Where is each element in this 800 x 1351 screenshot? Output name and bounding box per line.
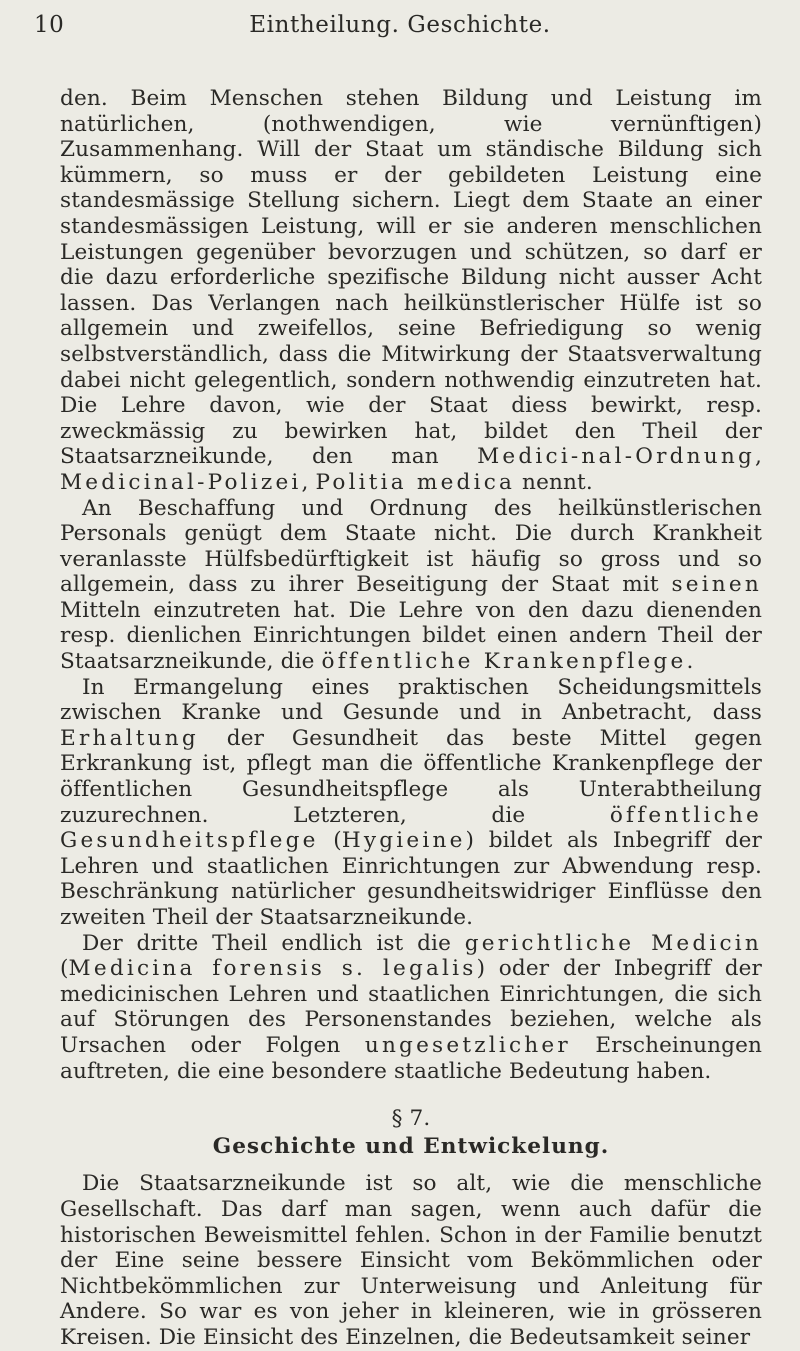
spaced-term: Medicinal-Polizei xyxy=(60,469,302,495)
paragraph-hygieine: In Ermangelung eines praktischen Scheidungsmittels zwischen Kranke und Gesunde und in Anbetracht, dass Erhaltung der Gesundheit das beste Mittel gegen Erkrankung ist, pflegt man die öffentliche Krankenpflege der öffentlichen Gesundheitspflege als Unterabtheilung zuzurechnen. Letzteren, die öffentliche Gesundheitspflege (Hygieine) bildet als Inbegriff der Lehren und staatlichen Einrichtungen zur Abwendung resp. Beschränkung natürlicher gesundheitswidriger Einflüsse den zweiten Theil der Staatsarzneikunde. xyxy=(60,674,762,930)
body-text xyxy=(60,86,762,1351)
paragraph-gerichtliche-medicin: Der dritte Theil endlich ist die gerichtliche Medicin (Medicina forensis s. legalis) oder der Inbegriff der medicinischen Lehren und staatlichen Einrichtungen, die sich auf Störungen des Personenstandes beziehen, welche als Ursachen oder Folgen ungesetzlicher Erscheinungen auftreten, die eine besondere staatliche Bedeutung haben. xyxy=(60,930,762,1084)
spaced-term: ungesetzlicher xyxy=(364,1032,571,1058)
spaced-term: Medici-nal-Ordnung xyxy=(477,444,756,470)
spaced-term: Erhaltung xyxy=(60,725,199,751)
paragraph-krankenpflege: An Beschaffung und Ordnung des heilkünstlerischen Personals genügt dem Staate nicht. Die durch Krankheit veranlasste Hülfsbedürftigkeit ist häufig so gross und so allgemein, dass zu ihrer Beseitigung der Staat mit seinen Mitteln einzutreten hat. Die Lehre von den dazu dienenden resp. dienlichen Einrichtungen bildet einen andern Theil der Staatsarzneikunde, die öffentliche Krankenpflege. xyxy=(60,495,762,675)
spaced-term: Medicina forensis s. legalis xyxy=(68,956,477,982)
running-head: Eintheilung. Geschichte. xyxy=(249,12,551,38)
spaced-term: öffentliche Krankenpflege xyxy=(321,649,687,675)
paragraph-medicinal-ordnung: den. Beim Menschen stehen Bildung und Leistung im natürlichen, (nothwendigen, wie vernünftigen) Zusammenhang. Will der Staat um ständische Bildung sich kümmern, so muss er der gebildeten Leistung eine standesmässige Stellung sichern. Liegt dem Staate an einer standesmässigen Leistung, will er sie anderen menschlichen Leistungen gegenüber bevorzugen und schützen, so darf er die dazu erforderliche spezifische Bildung nicht ausser Acht lassen. Das Verlangen nach heilkünstlerischer Hülfe ist so allgemein und zweifellos, seine Befriedigung so wenig selbstverständlich, dass die Mitwirkung der Staatsverwaltung dabei nicht gelegentlich, sondern nothwendig einzutreten hat. Die Lehre davon, wie der Staat diess bewirkt, resp. zweckmässig zu bewirken hat, bildet den Theil der Staatsarzneikunde, den man Medici-nal-Ordnung, Medicinal-Polizei, Politia medica nennt. xyxy=(60,86,762,495)
spaced-term: Hygieine xyxy=(341,828,466,854)
section-number: § 7. xyxy=(391,1106,431,1132)
spaced-term: seinen xyxy=(671,572,762,598)
spaced-term: gerichtliche Medicin xyxy=(464,930,762,956)
paragraph-geschichte: Die Staatsarzneikunde ist so alt, wie die menschliche Gesellschaft. Das darf man sagen, wenn auch dafür die historischen Beweismittel fehlen. Schon in der Familie benutzt der Eine seine bessere Einsicht vom Bekömmlichen oder Nichtbekömmlichen zur Unterweisung und Anleitung für Andere. So war es von jeher in kleineren, wie in grösseren Kreisen. Die Einsicht des Einzelnen, die Bedeutsamkeit seiner xyxy=(60,1171,762,1350)
spaced-term: Politia medica xyxy=(315,469,516,495)
page-number: 10 xyxy=(34,12,65,38)
page-header xyxy=(0,6,800,46)
spaced-term: öffentliche Gesundheitspflege xyxy=(60,802,762,854)
section-title: Geschichte und Entwickelung. xyxy=(212,1133,610,1159)
